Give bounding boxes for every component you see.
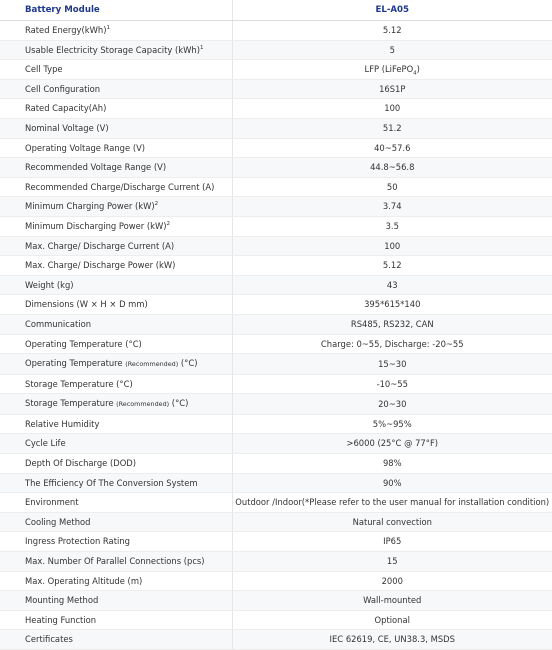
spec-label-unit: (°C) bbox=[169, 398, 189, 409]
spec-value-text: 98% bbox=[382, 458, 402, 469]
spec-value bbox=[232, 79, 552, 99]
spec-value bbox=[232, 177, 552, 197]
spec-value-text: 100 bbox=[384, 240, 401, 251]
spec-label bbox=[0, 275, 232, 295]
spec-value-text: 20~30 bbox=[378, 398, 407, 409]
spec-label-text: Dimensions (W × H × D mm) bbox=[25, 299, 148, 310]
spec-label bbox=[0, 216, 232, 236]
spec-value-text: 5.12 bbox=[382, 25, 402, 35]
spec-label bbox=[0, 434, 232, 454]
spec-label bbox=[0, 295, 232, 315]
spec-value bbox=[232, 197, 552, 217]
spec-label bbox=[0, 314, 232, 334]
spec-label-text: Cell Type bbox=[25, 64, 63, 75]
table-row bbox=[0, 394, 552, 415]
spec-value bbox=[232, 454, 552, 474]
spec-value bbox=[232, 236, 552, 256]
spec-value bbox=[232, 40, 552, 60]
spec-value bbox=[232, 473, 552, 493]
table-row bbox=[0, 532, 552, 552]
spec-value bbox=[232, 118, 552, 138]
spec-label bbox=[0, 454, 232, 474]
spec-label-text: Max. Number Of Parallel Connections (pcs) bbox=[25, 556, 205, 567]
spec-value-text: 15~30 bbox=[378, 358, 407, 369]
spec-label-text: Nominal Voltage (V) bbox=[25, 122, 109, 133]
spec-label bbox=[0, 374, 232, 394]
spec-label bbox=[0, 99, 232, 119]
table-row bbox=[0, 434, 552, 454]
spec-value-text: -10~55 bbox=[376, 378, 408, 389]
table-row bbox=[0, 118, 552, 138]
spec-label bbox=[0, 630, 232, 650]
spec-value-text: 43 bbox=[386, 279, 398, 290]
spec-label bbox=[0, 158, 232, 178]
spec-label-qualifier: (Recommended) bbox=[125, 360, 179, 369]
spec-label-text: Max. Charge/ Discharge Current (A) bbox=[25, 240, 175, 251]
spec-value-text: Optional bbox=[374, 614, 410, 625]
table-row bbox=[0, 334, 552, 354]
spec-value-text: 5.12 bbox=[382, 260, 402, 271]
spec-label-text: Minimum Charging Power (kW) bbox=[25, 201, 155, 212]
footnote-marker: 1 bbox=[106, 25, 110, 32]
spec-label-text: Operating Temperature bbox=[25, 358, 126, 369]
spec-label-text: Cooling Method bbox=[25, 516, 91, 527]
table-row bbox=[0, 256, 552, 276]
table-row bbox=[0, 354, 552, 375]
spec-label-text: Weight (kg) bbox=[25, 279, 74, 290]
spec-label-text: Cycle Life bbox=[25, 438, 66, 449]
spec-value bbox=[232, 158, 552, 178]
spec-label bbox=[0, 60, 232, 80]
table-row bbox=[0, 374, 552, 394]
spec-label-text: Usable Electricity Storage Capacity (kWh) bbox=[25, 44, 201, 55]
spec-value bbox=[232, 334, 552, 354]
table-row bbox=[0, 610, 552, 630]
spec-label bbox=[0, 473, 232, 493]
spec-value-text: >6000 (25°C @ 77°F) bbox=[346, 438, 439, 449]
table-row bbox=[0, 630, 552, 650]
table-row bbox=[0, 158, 552, 178]
spec-label-text: Rated Energy(kWh) bbox=[25, 25, 107, 35]
spec-value bbox=[232, 512, 552, 532]
spec-value bbox=[232, 275, 552, 295]
spec-value bbox=[232, 552, 552, 572]
spec-label-text: Communication bbox=[25, 318, 92, 329]
spec-value bbox=[232, 610, 552, 630]
spec-value-text: IEC 62619, CE, UN38.3, MSDS bbox=[329, 634, 455, 645]
spec-value-text: 100 bbox=[384, 103, 401, 114]
spec-label bbox=[0, 354, 232, 375]
spec-value bbox=[232, 295, 552, 315]
spec-label bbox=[0, 591, 232, 611]
spec-value bbox=[232, 493, 552, 513]
spec-value bbox=[232, 414, 552, 434]
table-row bbox=[0, 473, 552, 493]
spec-label bbox=[0, 21, 232, 41]
spec-value bbox=[232, 591, 552, 611]
spec-label bbox=[0, 40, 232, 60]
spec-label-text: Mounting Method bbox=[25, 595, 99, 606]
spec-value bbox=[232, 216, 552, 236]
spec-value-text: Wall-mounted bbox=[363, 595, 422, 606]
spec-label bbox=[0, 138, 232, 158]
header-label: Battery Module bbox=[0, 0, 232, 21]
spec-label bbox=[0, 552, 232, 572]
spec-label-text: Relative Humidity bbox=[25, 418, 100, 429]
spec-value-text: 2000 bbox=[381, 575, 403, 586]
spec-label bbox=[0, 571, 232, 591]
table-row bbox=[0, 177, 552, 197]
spec-value-text: 3.74 bbox=[382, 201, 402, 212]
spec-label bbox=[0, 414, 232, 434]
table-row bbox=[0, 414, 552, 434]
spec-label bbox=[0, 493, 232, 513]
spec-value-text: LFP (LiFePO bbox=[364, 64, 414, 75]
table-row bbox=[0, 591, 552, 611]
spec-rows bbox=[0, 21, 552, 650]
footnote-marker: 2 bbox=[166, 221, 171, 228]
table-row bbox=[0, 21, 552, 41]
spec-label-text: Recommended Charge/Discharge Current (A) bbox=[25, 181, 215, 192]
spec-value bbox=[232, 571, 552, 591]
spec-label-text: Depth Of Discharge (DOD) bbox=[25, 458, 137, 469]
spec-value-subscript: 4 bbox=[413, 70, 417, 77]
spec-value bbox=[232, 394, 552, 415]
table-row bbox=[0, 40, 552, 60]
spec-value-text: 15 bbox=[386, 556, 398, 567]
table-row bbox=[0, 60, 552, 80]
spec-label-text: Rated Capacity(Ah) bbox=[25, 103, 107, 114]
spec-value bbox=[232, 314, 552, 334]
spec-value-text: Charge: 0~55, Discharge: -20~55 bbox=[320, 338, 464, 349]
spec-label-text: Operating Voltage Range (V) bbox=[25, 142, 146, 153]
spec-value-text: 44.8~56.8 bbox=[370, 162, 415, 173]
spec-value-text: Natural convection bbox=[352, 516, 432, 527]
spec-label bbox=[0, 79, 232, 99]
table-row bbox=[0, 275, 552, 295]
spec-value-text: 395*615*140 bbox=[364, 299, 421, 310]
table-row bbox=[0, 197, 552, 217]
table-row bbox=[0, 79, 552, 99]
spec-label bbox=[0, 197, 232, 217]
spec-value bbox=[232, 354, 552, 375]
footnote-marker: 2 bbox=[154, 201, 159, 208]
table-row bbox=[0, 552, 552, 572]
spec-value-text: IP65 bbox=[383, 536, 402, 547]
table-row bbox=[0, 99, 552, 119]
spec-value bbox=[232, 630, 552, 650]
spec-label-qualifier: (Recommended) bbox=[116, 400, 170, 409]
table-row bbox=[0, 295, 552, 315]
footnote-marker: 1 bbox=[200, 44, 204, 51]
spec-label-text: Max. Charge/ Discharge Power (kW) bbox=[25, 260, 176, 271]
table-row bbox=[0, 236, 552, 256]
spec-label-text: Certificates bbox=[25, 634, 73, 645]
spec-label-text: Operating Temperature (°C) bbox=[25, 338, 142, 349]
spec-label-text: Max. Operating Altitude (m) bbox=[25, 575, 143, 586]
spec-label-text: Ingress Protection Rating bbox=[25, 536, 130, 547]
spec-label-text: Storage Temperature (°C) bbox=[25, 378, 133, 389]
spec-value bbox=[232, 532, 552, 552]
spec-label-text: Cell Configuration bbox=[25, 83, 101, 94]
spec-value-text: RS485, RS232, CAN bbox=[350, 318, 434, 329]
spec-value bbox=[232, 99, 552, 119]
spec-value bbox=[232, 60, 552, 80]
table-row bbox=[0, 138, 552, 158]
spec-label-unit: (°C) bbox=[178, 358, 198, 369]
spec-value bbox=[232, 434, 552, 454]
spec-label-text: Storage Temperature bbox=[25, 398, 117, 409]
spec-value-text: 50 bbox=[386, 181, 398, 192]
spec-value-text: 90% bbox=[382, 477, 402, 488]
spec-label bbox=[0, 532, 232, 552]
spec-value-text: 40~57.6 bbox=[374, 142, 411, 153]
spec-value-text: 16S1P bbox=[379, 83, 406, 94]
table-row bbox=[0, 493, 552, 513]
spec-value bbox=[232, 138, 552, 158]
spec-value-text: 5%~95% bbox=[372, 418, 412, 429]
spec-label-text: Heating Function bbox=[25, 614, 97, 625]
spec-label bbox=[0, 177, 232, 197]
spec-label bbox=[0, 394, 232, 415]
table-header-row bbox=[0, 0, 552, 21]
spec-value bbox=[232, 374, 552, 394]
spec-label-text: Recommended Voltage Range (V) bbox=[25, 162, 167, 173]
spec-value-text: 3.5 bbox=[385, 220, 399, 231]
table-row bbox=[0, 512, 552, 532]
spec-value-text: 5 bbox=[389, 44, 395, 55]
spec-value bbox=[232, 21, 552, 41]
spec-label bbox=[0, 118, 232, 138]
spec-label bbox=[0, 512, 232, 532]
spec-label bbox=[0, 334, 232, 354]
spec-label-text: The Efficiency Of The Conversion System bbox=[25, 477, 198, 488]
table-row bbox=[0, 571, 552, 591]
spec-label bbox=[0, 610, 232, 630]
spec-value-suffix: ) bbox=[416, 64, 420, 75]
spec-value-text: Outdoor /Indoor(*Please refer to the user manual for installation condition) bbox=[235, 497, 550, 508]
spec-label bbox=[0, 256, 232, 276]
spec-value-text: 51.2 bbox=[382, 122, 402, 133]
table-row bbox=[0, 454, 552, 474]
spec-label bbox=[0, 236, 232, 256]
spec-label-text: Minimum Discharging Power (kW) bbox=[25, 220, 167, 231]
header-model: EL-A05 bbox=[232, 0, 552, 21]
table-row bbox=[0, 216, 552, 236]
spec-label-text: Environment bbox=[25, 497, 79, 508]
spec-value bbox=[232, 256, 552, 276]
table-row bbox=[0, 314, 552, 334]
